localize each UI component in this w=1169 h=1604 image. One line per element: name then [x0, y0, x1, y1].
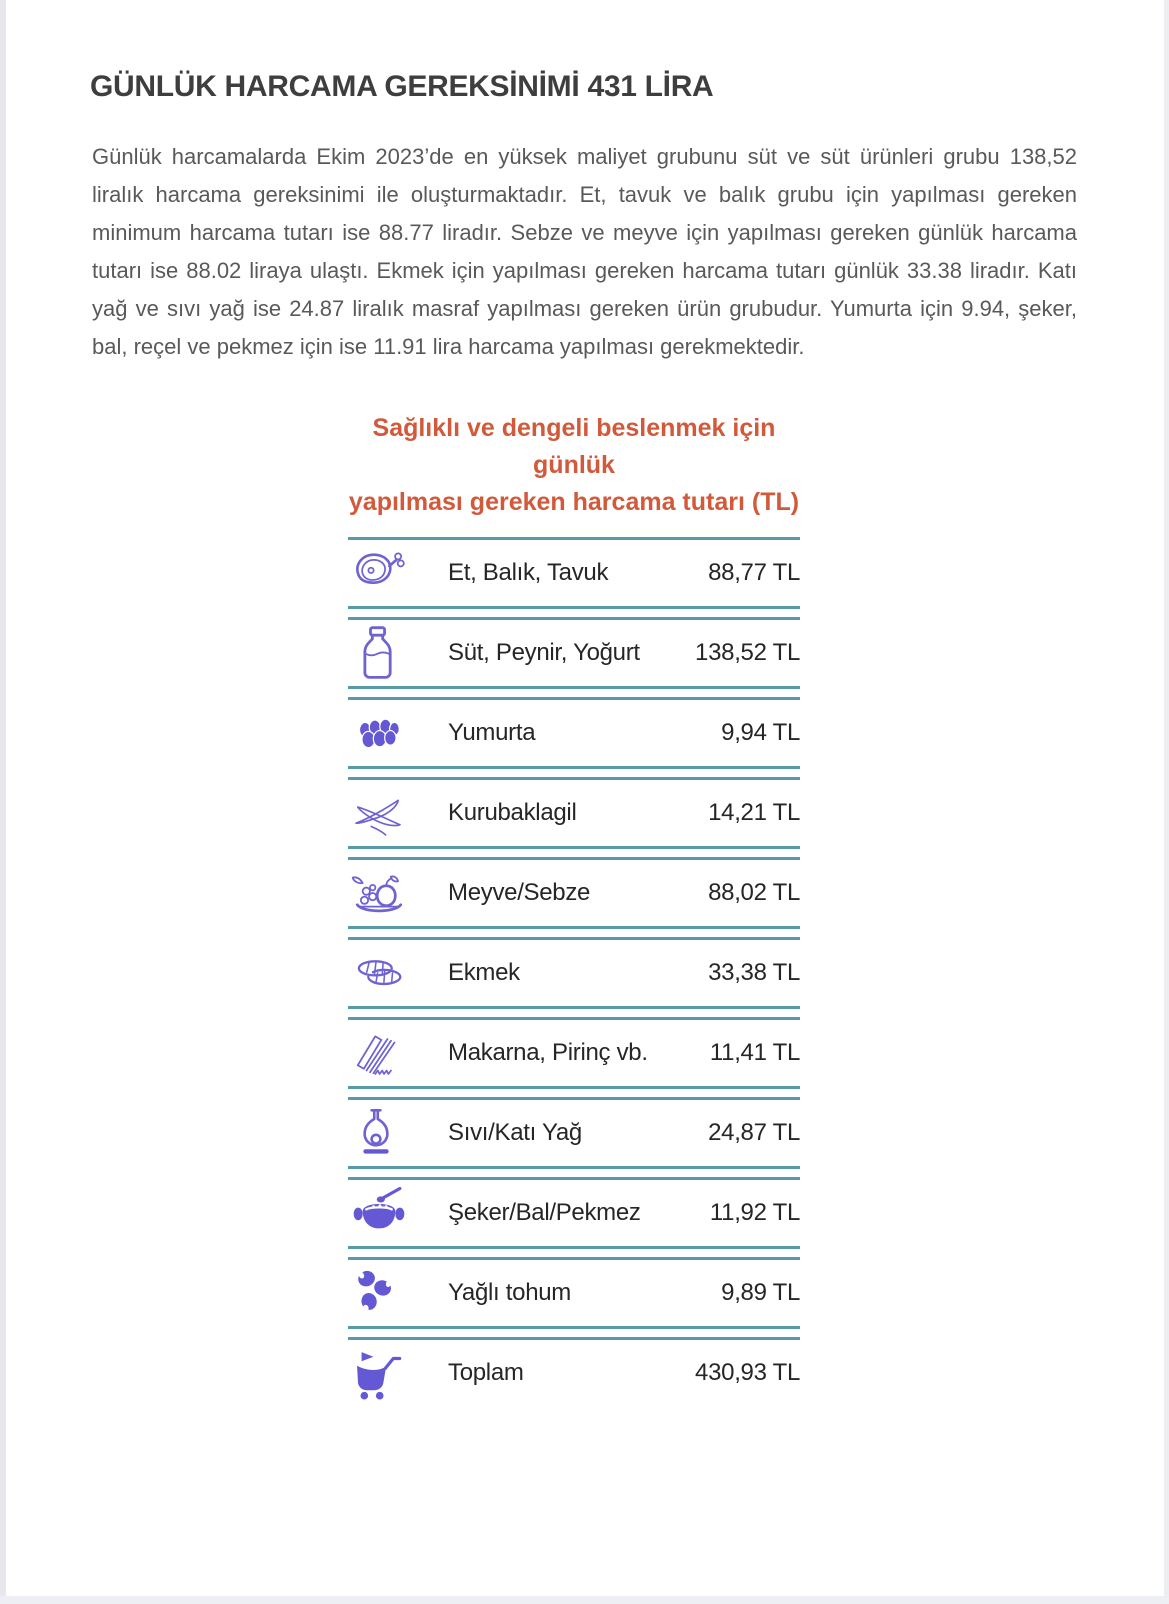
row-label: Yumurta	[448, 719, 536, 746]
oil-bottle-icon	[348, 1103, 448, 1163]
expense-table	[348, 537, 800, 1406]
row-value: 9,94 TL	[721, 719, 800, 746]
article-paragraph: Günlük harcamalarda Ekim 2023’de en yüksek maliyet grubunu süt ve süt ürünleri grubu 138,52 liralık harcama gereksinimi ile oluşturmaktadır. Et, tavuk ve balık grubu için yapılması gereken minimum harcama tutarı ise 88.77 liradır. Sebze ve meyve için yapılması gereken günlük harcama tutarı ise 88.02 liraya ulaştı. Ekmek için yapılması gereken harcama tutarı günlük 33.38 liradır. Katı yağ ve sıvı yağ ise 24.87 liralık masraf yapılması gereken ürün grubudur. Yumurta için 9.94, şeker, bal, reçel ve pekmez için ise 11.91 lira harcama yapılması gerekmektedir.	[92, 144, 1077, 359]
shopping-cart-icon	[348, 1344, 448, 1402]
row-label: Sıvı/Katı Yağ	[448, 1119, 582, 1146]
table-row	[348, 860, 800, 926]
fruit-plate-icon	[348, 864, 448, 922]
table-row	[348, 1100, 800, 1166]
row-label: Toplam	[448, 1359, 524, 1386]
row-value: 11,41 TL	[709, 1039, 800, 1066]
row-value: 24,87 TL	[708, 1119, 800, 1146]
row-divider	[348, 766, 800, 780]
row-value: 430,93 TL	[695, 1359, 800, 1386]
table-row	[348, 1340, 800, 1406]
row-divider	[348, 1006, 800, 1020]
row-label: Şeker/Bal/Pekmez	[448, 1199, 641, 1226]
row-label: Süt, Peynir, Yoğurt	[448, 639, 640, 666]
row-label: Makarna, Pirinç vb.	[448, 1039, 648, 1066]
row-divider	[348, 606, 800, 620]
row-divider	[348, 1166, 800, 1180]
table-row	[348, 940, 800, 1006]
row-divider	[348, 1326, 800, 1340]
row-divider	[348, 846, 800, 860]
chart-title	[348, 410, 800, 521]
row-divider	[348, 1246, 800, 1260]
row-value: 9,89 TL	[721, 1279, 800, 1306]
row-value: 138,52 TL	[695, 639, 800, 666]
row-divider	[348, 926, 800, 940]
milk-bottle-icon	[348, 623, 448, 683]
row-divider	[348, 686, 800, 700]
table-row	[348, 540, 800, 606]
article-title: GÜNLÜK HARCAMA GEREKSİNİMİ 431 LİRA	[90, 70, 714, 103]
row-value: 33,38 TL	[708, 959, 800, 986]
eggs-icon	[348, 707, 448, 759]
row-divider	[348, 1086, 800, 1100]
row-label: Et, Balık, Tavuk	[448, 559, 609, 586]
expense-infographic	[348, 410, 800, 1406]
row-value: 88,77 TL	[708, 559, 800, 586]
table-row	[348, 700, 800, 766]
page-edge-right	[1164, 0, 1169, 1604]
meat-leg-icon	[348, 545, 448, 601]
beans-icon	[348, 786, 448, 840]
row-label: Kurubaklagil	[448, 799, 577, 826]
page-edge-bottom	[0, 1596, 1169, 1604]
chart-title-line2: yapılması gereken harcama tutarı (TL)	[348, 488, 800, 516]
row-value: 88,02 TL	[708, 879, 800, 906]
table-row	[348, 1260, 800, 1326]
chart-title-line1: Sağlıklı ve dengeli beslenmek için günlük	[372, 414, 776, 479]
pasta-icon	[348, 1025, 448, 1081]
table-row	[348, 780, 800, 846]
row-value: 14,21 TL	[708, 799, 800, 826]
nuts-icon	[348, 1265, 448, 1321]
table-row	[348, 1180, 800, 1246]
table-row	[348, 620, 800, 686]
row-label: Yağlı tohum	[448, 1279, 571, 1306]
sugar-bowl-icon	[348, 1184, 448, 1242]
bread-icon	[348, 948, 448, 998]
table-row	[348, 1020, 800, 1086]
row-value: 11,92 TL	[709, 1199, 800, 1226]
page-edge-left	[0, 0, 6, 1604]
row-label: Ekmek	[448, 959, 520, 986]
row-label: Meyve/Sebze	[448, 879, 591, 906]
